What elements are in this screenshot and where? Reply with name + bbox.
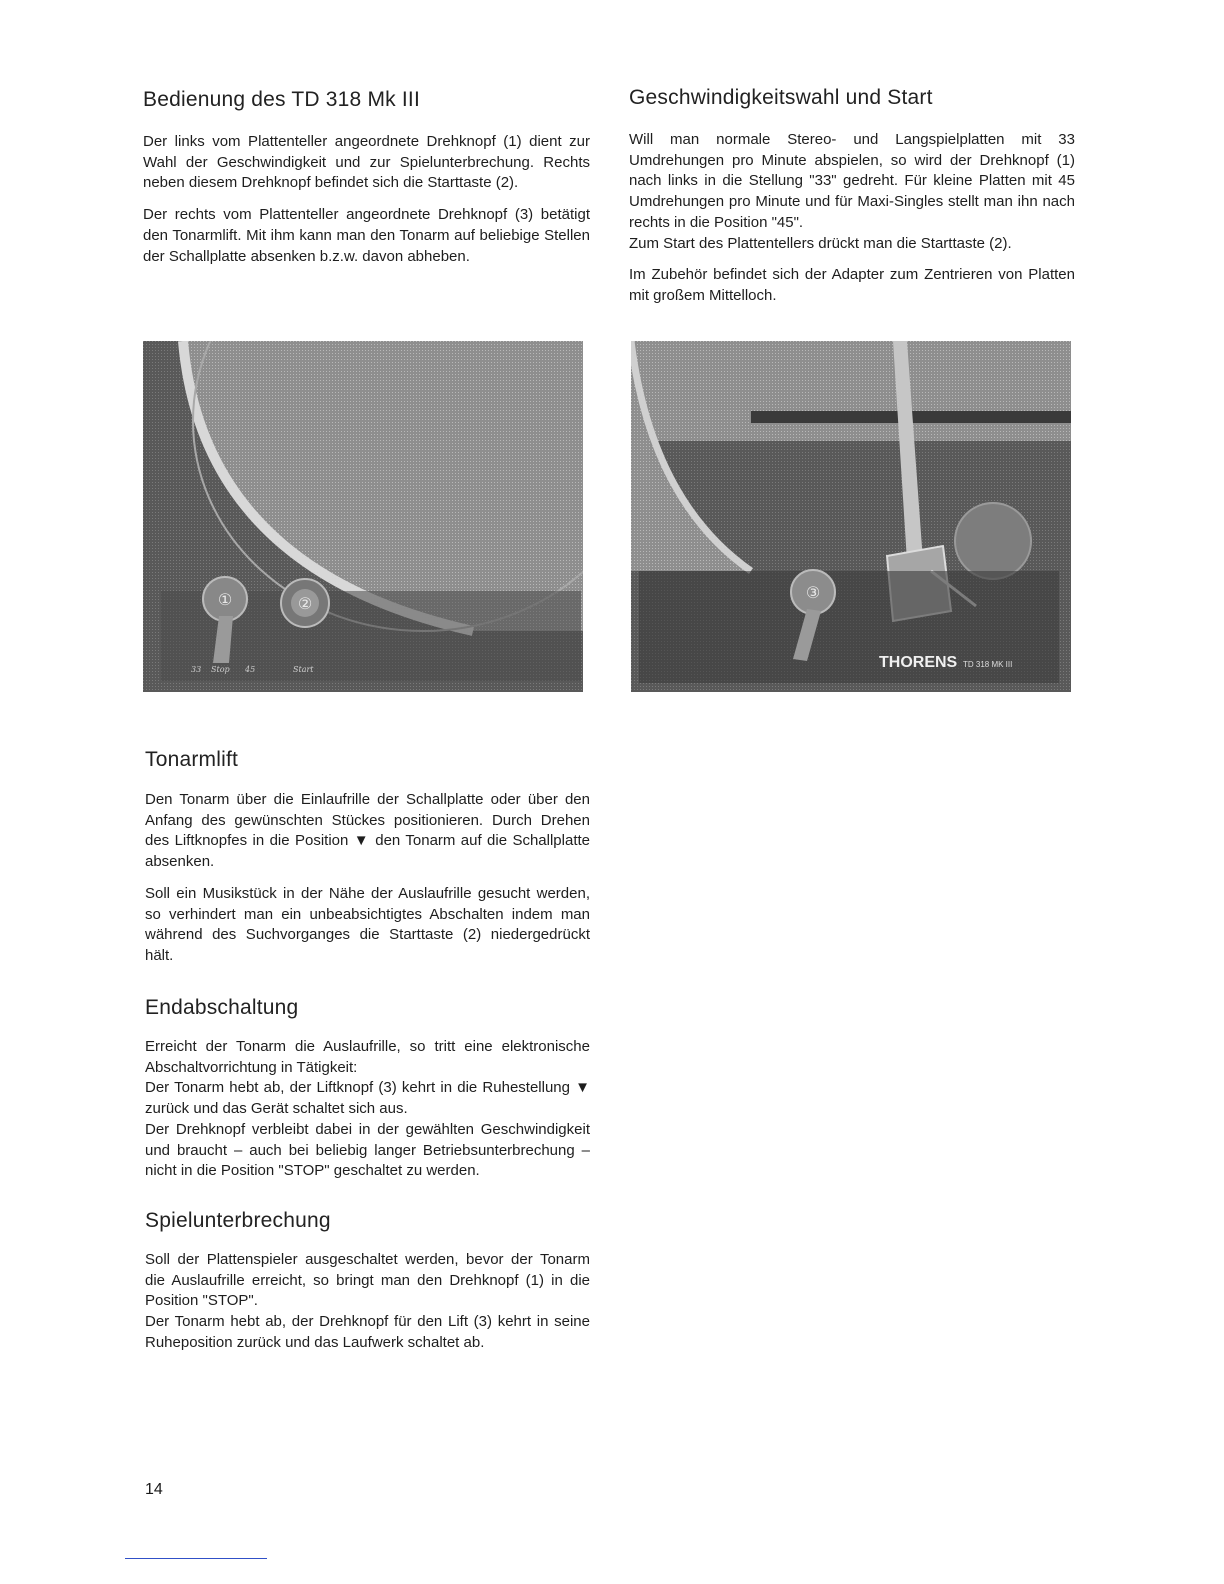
page-number: 14	[145, 1481, 163, 1498]
marker-2: ②	[297, 594, 313, 613]
model-label: TD 318 MK III	[963, 660, 1013, 669]
section-bedienung	[143, 88, 590, 267]
arm-rest-icon	[955, 503, 1031, 579]
section-title-bedienung: Bedienung des TD 318 Mk III	[143, 88, 421, 111]
paragraph: Zum Start des Plattentellers drückt man die Starttaste (2).	[629, 234, 1012, 252]
paragraph: Der Tonarm hebt ab, der Drehknopf für den Lift (3) kehrt in seine Ruheposition zurück und das Laufwerk schaltet ab.	[145, 1313, 590, 1351]
section-endabschaltung	[145, 996, 590, 1182]
paragraph: Der rechts vom Plattenteller angeordnete Drehknopf (3) betätigt den Tonarmlift. Mit ihm kann man den Tonarm auf beliebige Stellen der Schallplatte absenken b.z.w. davon abheben.	[143, 206, 590, 265]
scale-label: Start	[293, 665, 314, 674]
paragraph: Den Tonarm über die Einlaufrille der Schallplatte oder über den Anfang des gewünschten Stückes positionieren. Durch Drehen des Liftknopfes in die Position ▼ den Tonarm auf die Schallplatte absenken.	[145, 791, 590, 871]
section-title-geschwindigkeit: Geschwindigkeitswahl und Start	[629, 86, 933, 109]
marker-1: ①	[217, 590, 233, 609]
marker-3: ③	[805, 583, 821, 602]
paragraph: Der Tonarm hebt ab, der Liftknopf (3) kehrt in die Ruhestellung ▼ zurück und das Gerät schaltet sich aus.	[145, 1079, 590, 1118]
paragraph: Soll ein Musikstück in der Nähe der Auslaufrille gesucht werden, so verhindert man ein unbeabsichtigtes Abschalten indem man während des Suchvorganges die Starttaste (2) niedergedrückt hält.	[145, 884, 590, 964]
brand-logo: THORENS	[879, 654, 958, 671]
paragraph: Der links vom Plattenteller angeordnete Drehknopf (1) dient zur Wahl der Geschwindigkeit und zur Spielunterbrechung. Rechts neben diesem Drehknopf befindet sich die Starttaste (2).	[143, 133, 590, 192]
section-geschwindigkeit	[629, 86, 1075, 307]
section-title-endabschaltung: Endabschaltung	[145, 996, 299, 1019]
scale-label: 45	[245, 665, 256, 674]
section-tonarmlift	[145, 748, 590, 967]
paragraph: Der Drehknopf verbleibt dabei in der gewählten Geschwindigkeit und braucht – auch bei beliebig langer Betriebsunterbrechung – nicht in die Position "STOP" geschaltet zu werden.	[145, 1120, 590, 1180]
photo-tonearm-lift	[631, 341, 1071, 692]
scale-label: 33	[191, 665, 202, 674]
section-title-tonarmlift: Tonarmlift	[145, 748, 239, 771]
scale-label: Stop	[211, 665, 230, 674]
section-title-spielunterbrechung: Spielunterbrechung	[145, 1209, 331, 1232]
photo-speed-knob	[143, 341, 583, 692]
footer-rule	[125, 1558, 267, 1559]
paragraph: Erreicht der Tonarm die Auslaufrille, so tritt eine elektronische Abschaltvorrichtung in Tätigkeit:	[145, 1038, 590, 1076]
section-spielunterbrechung	[145, 1209, 590, 1354]
paragraph: Will man normale Stereo- und Langspielplatten mit 33 Umdrehungen pro Minute abspielen, so wird der Drehknopf (1) nach links in die Stellung "33" gedreht. Für kleine Platten mit 45 Umdrehungen pro Minute und für Maxi-Singles stellt man ihn nach rechts in die Position "45".	[629, 131, 1075, 231]
paragraph: Soll der Plattenspieler ausgeschaltet werden, bevor der Tonarm die Auslaufrille erreicht, so bringt man den Drehknopf (1) in die Position "STOP".	[145, 1251, 590, 1310]
paragraph: Im Zubehör befindet sich der Adapter zum Zentrieren von Platten mit großem Mittelloch.	[629, 266, 1075, 304]
